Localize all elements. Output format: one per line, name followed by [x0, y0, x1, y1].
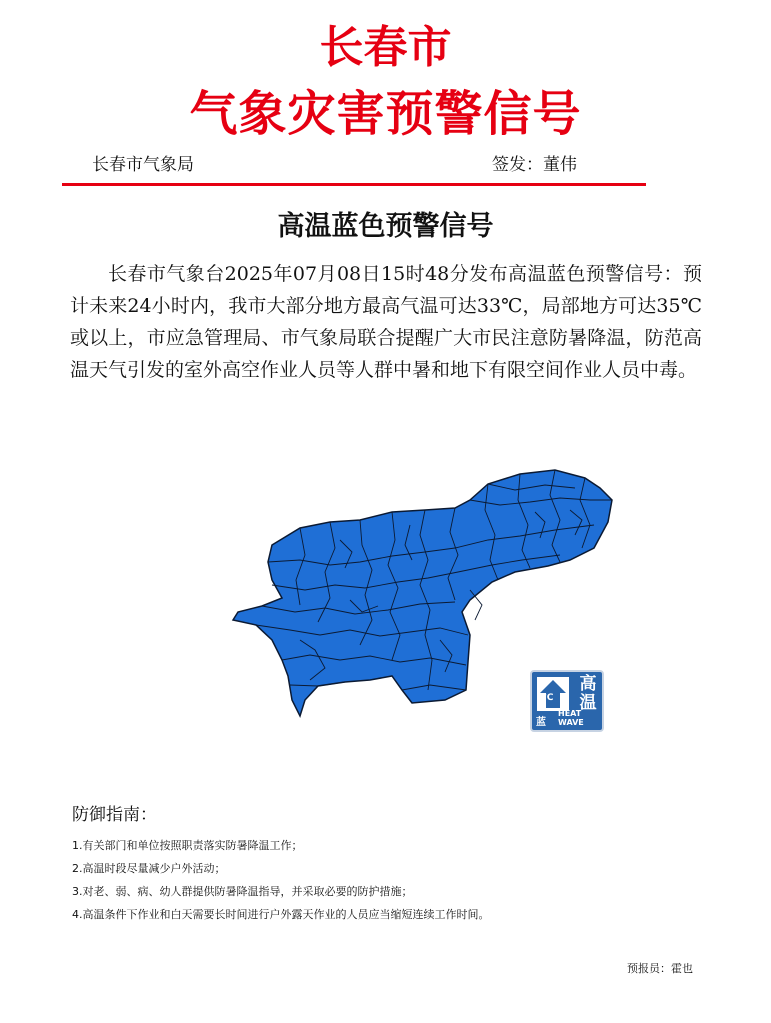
- badge-word-line1: 高: [579, 674, 597, 694]
- guide-list: [72, 834, 490, 926]
- temperature-symbol: ℃: [542, 693, 554, 703]
- signer-label: 签发：董伟: [492, 155, 577, 175]
- city-title: 长春市: [319, 22, 452, 73]
- guide-title: 防御指南：: [72, 805, 157, 825]
- issuer-label: 长春市气象局: [92, 155, 194, 175]
- guide-item: 3.对老、弱、病、幼人群提供防暑降温指导，并采取必要的防护措施；: [72, 885, 413, 898]
- badge-word: [572, 675, 604, 713]
- guide-item: 2.高温时段尽量减少户外活动；: [72, 862, 226, 875]
- warning-heading: 高温蓝色预警信号: [277, 211, 494, 242]
- warning-body: 长春市气象台2025年07月08日15时48分发布高温蓝色预警信号：预计未来24小时内，我市大部分地方最高气温可达33℃，局部地方可达35℃或以上，市应急管理局、市气象局联合提醒广大市民注意防暑降温，防范高温天气引发的室外高空作业人员等人群中暑和地下有限空间作业人员中毒。: [70, 263, 702, 381]
- signal-title: 气象灾害预警信号: [189, 86, 582, 142]
- badge-english: HEAT WAVE: [558, 709, 584, 727]
- reporter-label: 预报员：霍也: [627, 962, 693, 975]
- guide-item: 4.高温条件下作业和白天需要长时间进行户外露天作业的人员应当缩短连续工作时间。: [72, 908, 490, 921]
- badge-level: 蓝: [536, 717, 546, 728]
- badge-word-line2: 温: [579, 693, 597, 713]
- heat-wave-badge: [530, 670, 604, 732]
- guide-item: 1.有关部门和单位按照职责落实防暑降温工作；: [72, 839, 303, 852]
